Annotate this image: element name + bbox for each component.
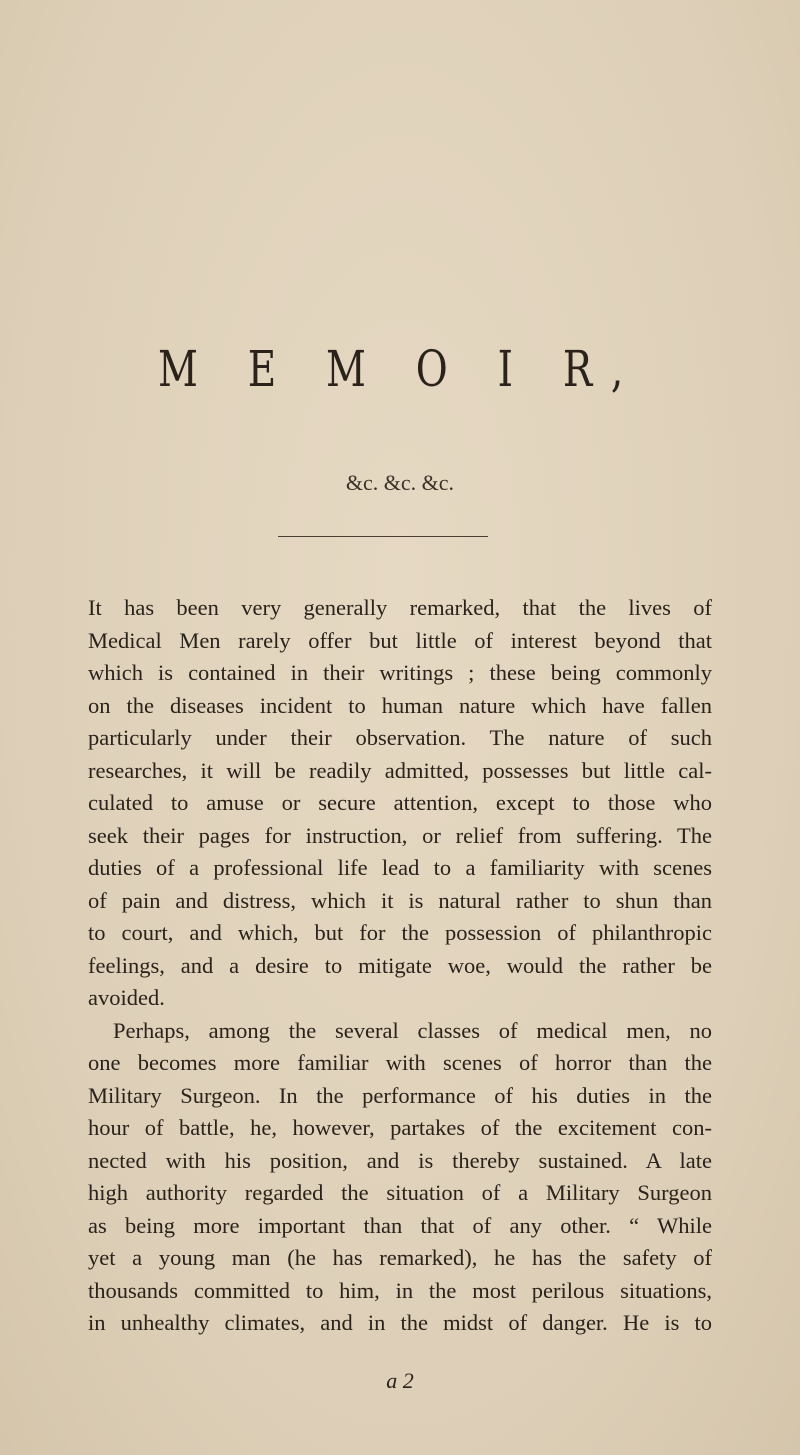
text-line: avoided. — [88, 985, 165, 1010]
text-line: in unhealthy climates, and in the midst of danger. He is to — [88, 1310, 712, 1335]
text-line: Perhaps, among the several classes of medical men, no — [113, 1017, 712, 1043]
text-line: hour of battle, he, however, partakes of the excitement con- — [88, 1115, 712, 1140]
text-line: of pain and distress, which it is natural rather to shun than — [88, 887, 712, 913]
text-line: researches, it will be readily admitted, possesses but little cal- — [88, 757, 712, 783]
text-line: seek their pages for instruction, or relief from suffering. The — [88, 822, 712, 848]
signature-mark: a 2 — [386, 1368, 414, 1393]
memoir-subtitle: &c. &c. &c. — [345, 470, 455, 495]
text-line: Medical Men rarely offer but little of interest beyond that — [88, 627, 712, 653]
title-divider — [278, 536, 488, 537]
text-line: one becomes more familiar with scenes of horror than the — [88, 1050, 712, 1075]
text-line: on the diseases incident to human nature which have fallen — [88, 692, 712, 718]
text-line: to court, and which, but for the possession of philanthropic — [88, 920, 712, 945]
text-line: culated to amuse or secure attention, except to those who — [88, 790, 712, 815]
text-line: which is contained in their writings ; these being commonly — [88, 660, 712, 685]
text-line: as being more important than that of any other. “ While — [88, 1212, 712, 1238]
text-line: particularly under their observation. The nature of such — [88, 725, 712, 750]
text-line: It has been very generally remarked, that the lives of — [88, 595, 712, 620]
text-line: duties of a professional life lead to a familiarity with scenes — [88, 855, 712, 880]
text-line: high authority regarded the situation of a Military Surgeon — [88, 1180, 712, 1205]
memoir-title: M E M O I R, — [157, 340, 643, 398]
text-line: feelings, and a desire to mitigate woe, would the rather be — [88, 952, 712, 978]
text-line: thousands committed to him, in the most perilous situations, — [88, 1277, 712, 1303]
body-text — [88, 592, 712, 1340]
text-line: yet a young man (he has remarked), he has the safety of — [88, 1245, 712, 1270]
text-line: nected with his position, and is thereby sustained. A late — [88, 1147, 712, 1173]
text-line: Military Surgeon. In the performance of his duties in the — [88, 1082, 712, 1108]
